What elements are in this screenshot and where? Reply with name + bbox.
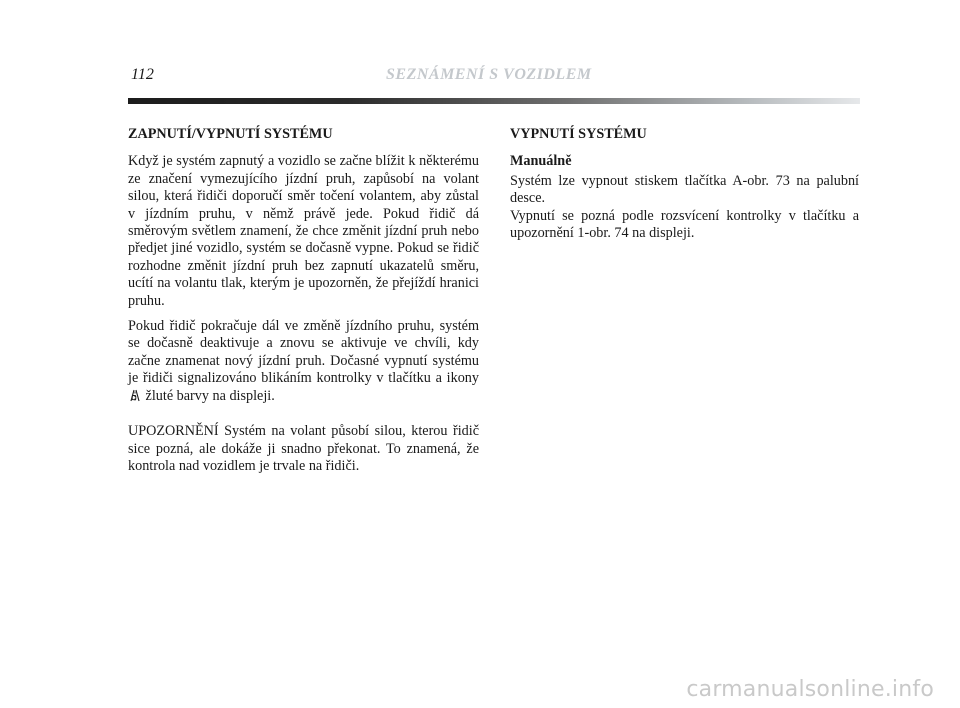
right-column xyxy=(510,126,859,250)
paragraph-disable-button: Systém lze vypnout stiskem tlačítka A-obr. 73 na palubní desce. xyxy=(510,172,859,207)
paragraph-text-before-icon: Pokud řidič pokračuje dál ve změně jízdního pruhu, systém se dočasně deaktivuje a znovu se aktivuje ve chvíli, kdy začne znamenat nový jízdní pruh. Dočasné vypnutí systému je řidiči signalizováno blikáním kontrolky v tlačítku a ikony xyxy=(128,318,479,387)
paragraph-warning: UPOZORNĚNÍ Systém na volant působí silou, kterou řidič sice pozná, ale dokáže ji snadno překonat. To znamená, že kontrola nad vozidlem je trvale na řidiči. xyxy=(128,423,479,474)
paragraph-text-after-icon: žluté barvy na displeji. xyxy=(145,387,275,404)
running-header-title: SEZNÁMENÍ S VOZIDLEM xyxy=(386,66,592,83)
lane-departure-icon xyxy=(129,389,141,402)
left-column xyxy=(128,126,479,483)
header-rule xyxy=(128,98,860,104)
subheading-manual: Manuálně xyxy=(510,153,572,170)
paragraph-system-behavior: Když je systém zapnutý a vozidlo se začne blížit k některému ze značení vymezujícího jízdní pruh, zapůsobí na volant silou, která řidiči doporučí směr točení volantem, aby zůstal v jízdním pruhu, v němž právě jede. Pokud řidič dá směrovým světlem znamení, že chce změnit jízdní pruh nebo předjet jiné vozidlo, systém se dočasně vypne. Pokud se řidič rozhodne změnit jízdní pruh bez zapnutí ukazatelů směru, ucítí na volantu tlak, kterým je upozorněn, že přejíždí hranici pruhu. xyxy=(128,153,479,309)
section-heading-disable: VYPNUTÍ SYSTÉMU xyxy=(510,126,647,142)
section-heading-on-off: ZAPNUTÍ/VYPNUTÍ SYSTÉMU xyxy=(128,126,333,142)
page-number: 112 xyxy=(131,66,154,83)
paragraph-disable-indication: Vypnutí se pozná podle rozsvícení kontrolky v tlačítku a upozornění 1-obr. 74 na displeji. xyxy=(510,207,859,242)
watermark: carmanualsonline.info xyxy=(686,677,934,702)
paragraph-temporary-deactivation xyxy=(128,318,479,405)
